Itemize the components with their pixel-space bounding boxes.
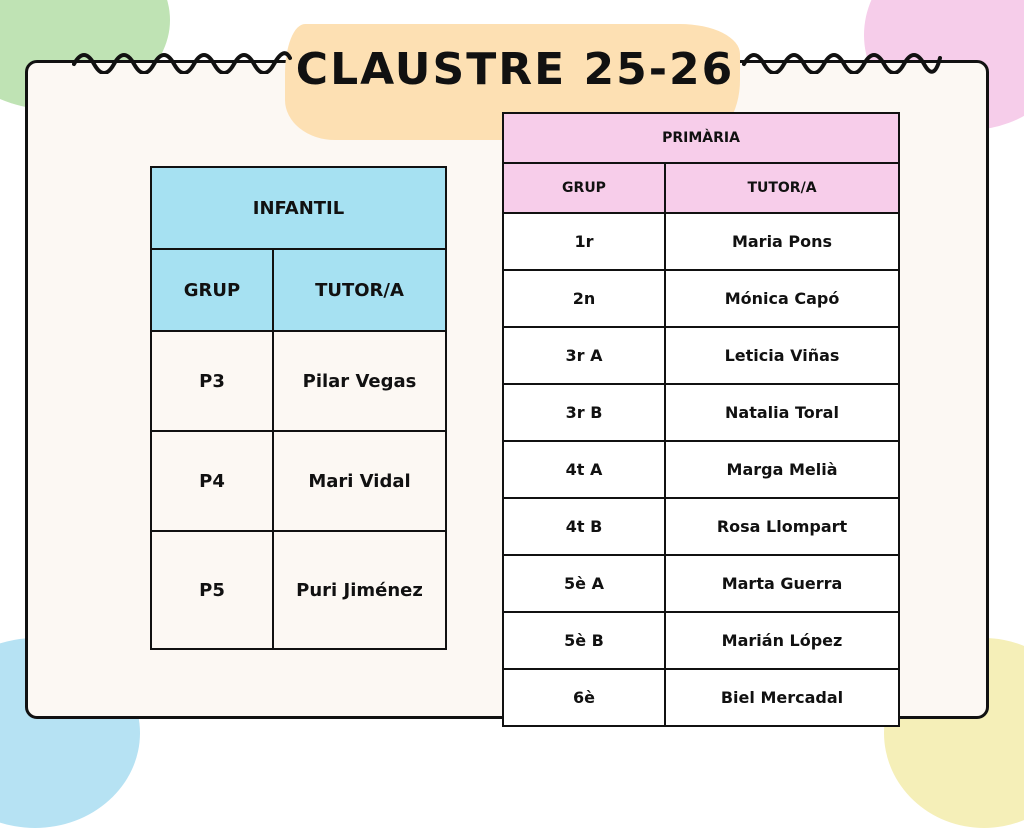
table-row	[503, 498, 899, 555]
infantil-table	[150, 166, 447, 650]
left-squiggle-decoration	[72, 44, 292, 74]
table-row	[503, 555, 899, 612]
primaria-group-cell: 6è	[503, 669, 665, 726]
infantil-group-cell: P5	[151, 531, 273, 649]
table-row	[503, 270, 899, 327]
table-row	[503, 327, 899, 384]
right-squiggle-decoration	[742, 44, 942, 74]
primaria-col-tutor-header: TUTOR/A	[665, 163, 899, 213]
table-row	[503, 612, 899, 669]
primaria-col-group-header: GRUP	[503, 163, 665, 213]
primaria-group-cell: 5è B	[503, 612, 665, 669]
primaria-tutor-cell: Natalia Toral	[665, 384, 899, 441]
infantil-col-group-header: GRUP	[151, 249, 273, 331]
table-row	[503, 213, 899, 270]
infantil-group-cell: P3	[151, 331, 273, 431]
infantil-tutor-cell: Pilar Vegas	[273, 331, 446, 431]
page-title: CLAUSTRE 25-26	[295, 44, 735, 95]
infantil-tutor-cell: Puri Jiménez	[273, 531, 446, 649]
primaria-tutor-cell: Biel Mercadal	[665, 669, 899, 726]
infantil-tutor-cell: Mari Vidal	[273, 431, 446, 531]
primaria-table-title: PRIMÀRIA	[503, 113, 899, 163]
table-row	[503, 384, 899, 441]
primaria-group-cell: 5è A	[503, 555, 665, 612]
primaria-tutor-cell: Mónica Capó	[665, 270, 899, 327]
primaria-tutor-cell: Rosa Llompart	[665, 498, 899, 555]
primaria-group-cell: 3r B	[503, 384, 665, 441]
table-row	[151, 431, 446, 531]
primaria-group-cell: 1r	[503, 213, 665, 270]
primaria-group-cell: 4t B	[503, 498, 665, 555]
primaria-tutor-cell: Marga Melià	[665, 441, 899, 498]
infantil-col-tutor-header: TUTOR/A	[273, 249, 446, 331]
infantil-group-cell: P4	[151, 431, 273, 531]
table-row	[151, 531, 446, 649]
table-row	[503, 669, 899, 726]
primaria-tutor-cell: Leticia Viñas	[665, 327, 899, 384]
primaria-table	[502, 112, 900, 727]
primaria-tutor-cell: Marián López	[665, 612, 899, 669]
infantil-table-title: INFANTIL	[151, 167, 446, 249]
table-row	[151, 331, 446, 431]
primaria-tutor-cell: Maria Pons	[665, 213, 899, 270]
primaria-group-cell: 3r A	[503, 327, 665, 384]
table-row	[503, 441, 899, 498]
primaria-group-cell: 2n	[503, 270, 665, 327]
primaria-group-cell: 4t A	[503, 441, 665, 498]
primaria-tutor-cell: Marta Guerra	[665, 555, 899, 612]
